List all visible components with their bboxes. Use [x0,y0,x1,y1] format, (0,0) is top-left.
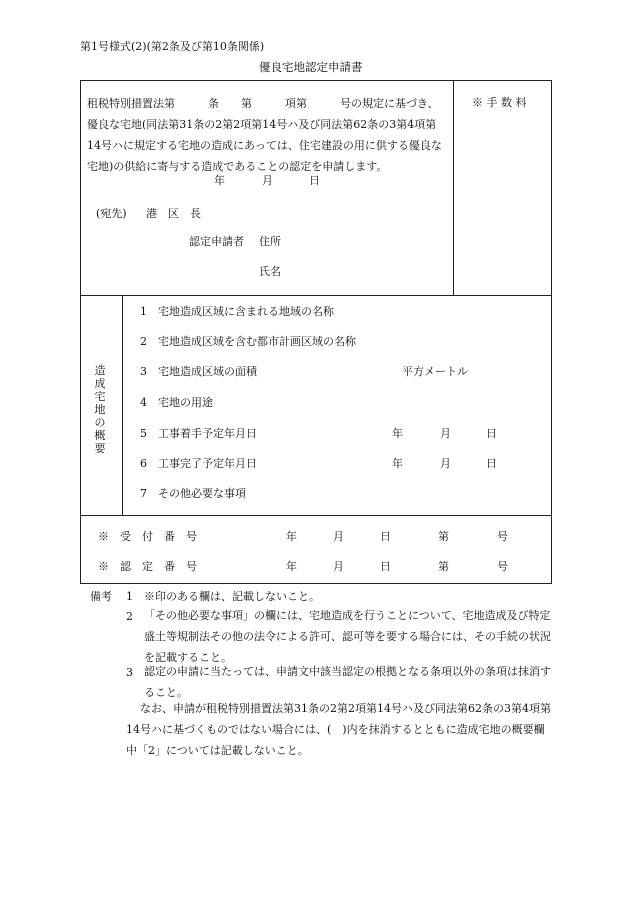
certification-number-label: ※ 認 定 番 号 [98,560,197,573]
overview-item-6-num: 6 [140,457,147,470]
overview-label-char: 成 [94,377,106,390]
notes-heading: 備考 [90,590,112,603]
date-year-label: 年 [214,174,225,187]
overview-item-1-num: 1 [140,305,147,318]
overview-item-3-label: 宅地造成区域の面積 [158,365,257,378]
overview-item-7-label: その他必要な事項 [158,487,246,500]
receipt-gou: 号 [497,530,508,543]
end-date-day: 日 [486,457,497,470]
note-1-num: 1 [126,590,133,603]
section-divider-2 [80,515,552,516]
overview-label-char: の [94,416,106,429]
date-day-label: 日 [309,174,320,187]
certification-day: 日 [380,560,391,573]
certification-gou: 号 [497,560,508,573]
overview-item-6-label: 工事完了予定年月日 [158,457,257,470]
name-label: 氏名 [259,265,281,278]
date-month-label: 月 [262,174,273,187]
note-2-text: 「その他必要な事項」の欄には、宅地造成を行うことについて、宅地造成及び特定盛土等規制法その他の法令による許可、認可等を要する場合には、その手続の状況を記載すること。 [144,609,551,664]
overview-item-2-label: 宅地造成区域を含む都市計画区域の名称 [158,335,356,348]
overview-item-2-num: 2 [140,335,147,348]
overview-vertical-label [93,364,107,455]
end-date-month: 月 [440,457,451,470]
fee-label: ※ 手 数 料 [472,96,527,109]
addressee-label: (宛先) [96,207,127,220]
note-3-text: 認定の申請に当たっては、申請文中該当認定の根拠となる条項以外の条項は抹消すること。 [144,665,551,699]
overview-label-char: 地 [94,403,106,416]
start-date-day: 日 [486,427,497,440]
receipt-number-label: ※ 受 付 番 号 [98,530,197,543]
receipt-day: 日 [380,530,391,543]
overview-item-1-label: 宅地造成区域に含まれる地域の名称 [158,305,334,318]
fee-column-divider [453,80,454,295]
overview-label-char: 宅 [94,390,106,403]
note-continuation: なお、申請が租税特別措置法第31条の2第2項第14号ハ及び同法第62条の3第4項第14号ハに基づくものではない場合には、( )内を抹消するとともに造成宅地の概要欄中「2」については記載しないこと。 [126,702,551,757]
note-3-num: 3 [126,666,133,679]
addressee: 港 区 長 [146,207,201,220]
note-2-num: 2 [126,610,133,623]
end-date-year: 年 [392,457,403,470]
address-label: 住所 [259,235,281,248]
overview-item-4-label: 宅地の用途 [158,396,213,409]
overview-item-3-num: 3 [140,365,147,378]
overview-label-char: 要 [94,442,106,455]
applicant-label: 認定申請者 [189,235,244,248]
start-date-year: 年 [392,427,403,440]
overview-item-5-num: 5 [140,427,147,440]
receipt-year: 年 [286,530,297,543]
application-statement: 租税特別措置法第 条 第 項第 号の規定に基づき、優良な宅地(同法第31条の2第2項第14号ハ及び同法第62条の3第4項第14号ハに規定する宅地の造成にあっては、住宅建設の用に供する優良な宅地)の供給に寄与する造成であることの認定を申請します。 [87,97,442,173]
overview-label-char: 概 [94,429,106,442]
overview-label-char: 造 [94,364,106,377]
certification-month: 月 [333,560,344,573]
form-title: 優良宅地認定申請書 [259,60,363,74]
form-number: 第1号様式(2)(第2条及び第10条関係) [80,40,265,53]
section-divider-1 [80,295,552,296]
note-1-text: ※印のある欄は、記載しないこと。 [144,590,320,603]
certification-dai: 第 [438,560,449,573]
overview-item-4-num: 4 [140,396,147,409]
overview-item-5-label: 工事着手予定年月日 [158,427,257,440]
certification-year: 年 [286,560,297,573]
receipt-dai: 第 [438,530,449,543]
receipt-month: 月 [333,530,344,543]
area-unit: 平方メートル [402,365,468,378]
overview-label-divider [122,295,123,515]
start-date-month: 月 [440,427,451,440]
overview-item-7-num: 7 [140,487,147,500]
